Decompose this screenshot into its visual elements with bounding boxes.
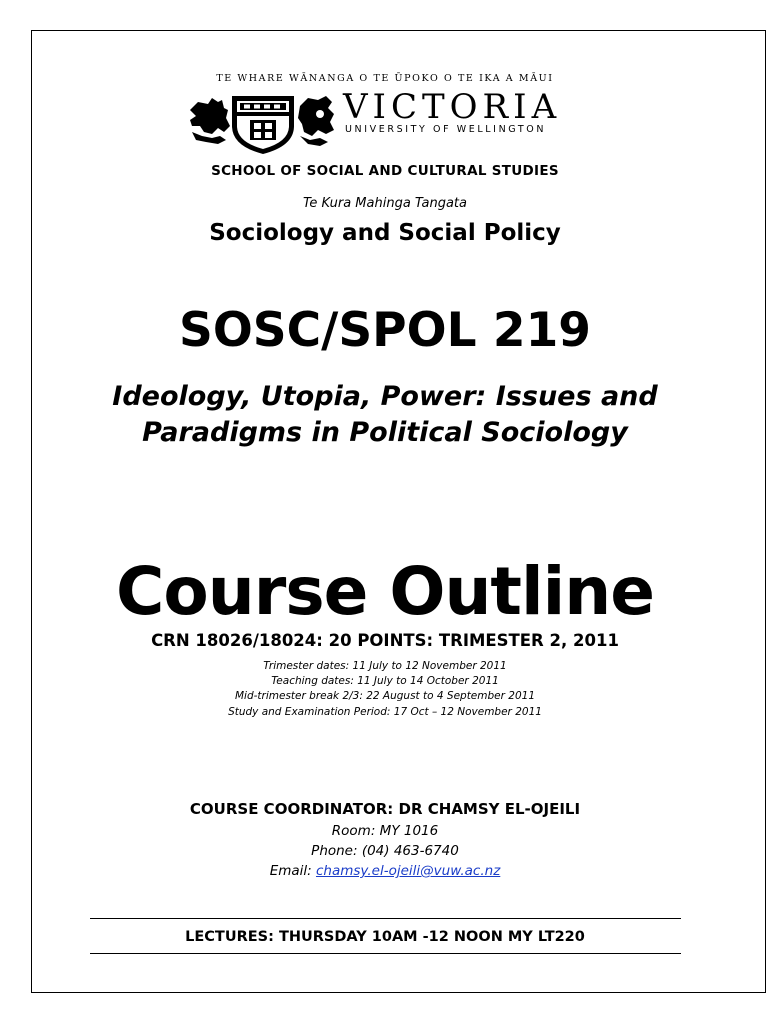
course-title-line-2: Paradigms in Political Sociology [142, 417, 628, 448]
course-code: SOSC/SPOL 219 [179, 303, 591, 358]
lectures-info: LECTURES: THURSDAY 10AM -12 NOON MY LT220 [185, 929, 585, 945]
divider-top [90, 918, 681, 919]
department-name: Sociology and Social Policy [209, 220, 561, 246]
crn-line: CRN 18026/18024: 20 POINTS: TRIMESTER 2, 2011 [151, 631, 619, 650]
teaching-dates: Teaching dates: 11 July to 14 October 2011 [271, 675, 499, 687]
study-exam-period: Study and Examination Period: 17 Oct – 12 November 2011 [228, 706, 542, 718]
coordinator-email-line [0, 863, 770, 879]
course-title-line-1: Ideology, Utopia, Power: Issues and [112, 381, 658, 412]
coordinator-phone: Phone: (04) 463-6740 [311, 843, 459, 859]
trimester-dates: Trimester dates: 11 July to 12 November 2011 [263, 660, 507, 672]
university-wordmark: VICTORIA [343, 87, 562, 127]
maori-university-name: TE WHARE WĀNANGA O TE ŪPOKO O TE IKA A MĀUI [216, 73, 554, 84]
course-coordinator: COURSE COORDINATOR: DR CHAMSY EL-OJEILI [189, 800, 581, 818]
university-subtitle: UNIVERSITY OF WELLINGTON [345, 124, 547, 135]
divider-bottom [90, 953, 681, 954]
coordinator-room: Room: MY 1016 [331, 823, 439, 839]
mid-trimester-break: Mid-trimester break 2/3: 22 August to 4 September 2011 [234, 690, 535, 702]
university-crest-icon [188, 92, 343, 156]
document-heading: Course Outline [116, 553, 654, 630]
email-link[interactable]: chamsy.el-ojeili@vuw.ac.nz [315, 863, 501, 879]
school-maori-name: Te Kura Mahinga Tangata [302, 196, 467, 211]
email-label: Email: [269, 863, 316, 879]
school-name: SCHOOL OF SOCIAL AND CULTURAL STUDIES [211, 163, 559, 179]
